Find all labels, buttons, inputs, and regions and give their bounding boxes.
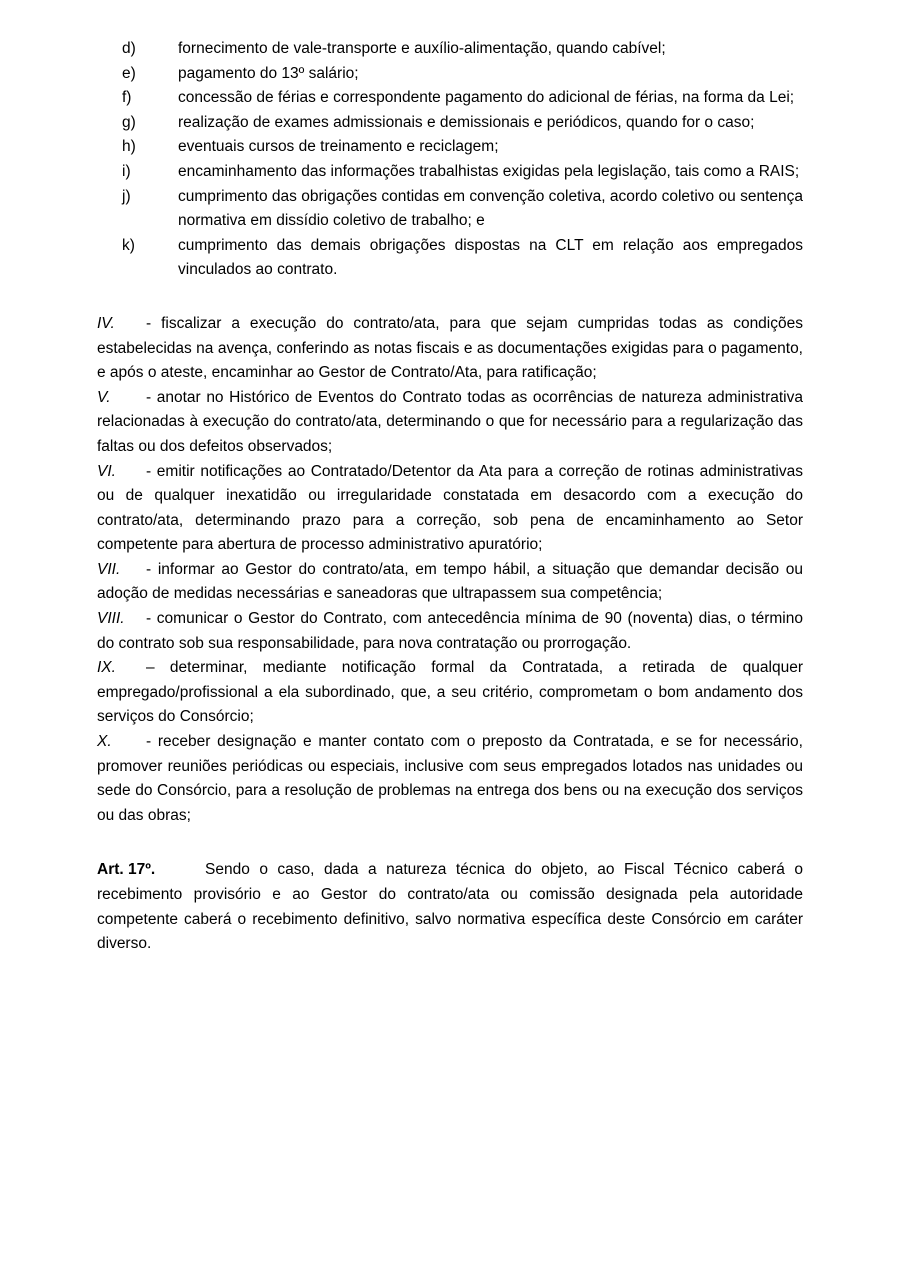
roman-clause-text: - emitir notificações ao Contratado/Detentor da Ata para a correção de rotinas administrativas ou de qualquer inexatidão ou irregularidade constatada em desacordo com a execução do contrato/ata, determinando prazo para a correção, sob pena de encaminhamento ao Setor competente para abertura de processo administrativo apuratório; [97, 462, 803, 554]
roman-numeral: IX. [97, 659, 116, 677]
roman-clause-paragraph [97, 730, 803, 828]
roman-clause-paragraph [97, 386, 803, 460]
list-item [122, 111, 803, 136]
roman-clause-text: - anotar no Histórico de Eventos do Contrato todas as ocorrências de natureza administrativa relacionadas à execução do contrato/ata, determinando o que for necessário para a regularização das faltas ou dos defeitos observados; [97, 388, 803, 455]
roman-clauses-section [97, 312, 803, 828]
list-item-text: encaminhamento das informações trabalhistas exigidas pela legislação, tais como a RAIS; [178, 162, 800, 180]
list-item [122, 160, 803, 185]
list-item [122, 135, 803, 160]
roman-numeral: VI. [97, 462, 116, 480]
roman-clause-paragraph [97, 312, 803, 386]
list-item-text: pagamento do 13º salário; [178, 64, 359, 82]
list-item-letter: i) [122, 162, 131, 180]
article-label: Art. 17º. [97, 861, 156, 879]
list-item-text: realização de exames admissionais e demissionais e periódicos, quando for o caso; [178, 113, 755, 131]
list-item-text: concessão de férias e correspondente pagamento do adicional de férias, na forma da Lei; [178, 89, 795, 107]
list-item-letter: j) [122, 187, 131, 205]
article-text: Sendo o caso, dada a natureza técnica do objeto, ao Fiscal Técnico caberá o recebimento provisório e ao Gestor do contrato/ata ou comissão designada pela autoridade competente caberá o recebimento definitivo, salvo normativa específica deste Consórcio em caráter diverso. [97, 861, 803, 953]
roman-clause-paragraph [97, 607, 803, 656]
roman-numeral: X. [97, 733, 112, 751]
list-item-letter: d) [122, 40, 136, 57]
roman-clause-text: – determinar, mediante notificação formal da Contratada, a retirada de qualquer empregado/profissional a ela subordinado, que, a seu critério, comprometam o bom andamento dos serviços do Consórcio; [97, 659, 803, 726]
roman-clause-text: - fiscalizar a execução do contrato/ata, para que sejam cumpridas todas as condições estabelecidas na avença, conferindo as notas fiscais e as documentações exigidas para o pagamento, e após o ateste, encaminhar ao Gestor de Contrato/Ata, para ratificação; [97, 314, 803, 382]
list-item-text: cumprimento das demais obrigações dispostas na CLT em relação aos empregados vinculados ao contrato. [178, 236, 803, 279]
list-item [122, 185, 803, 234]
list-item-letter: k) [122, 236, 135, 254]
roman-numeral: IV. [97, 314, 115, 332]
lettered-list [122, 37, 803, 283]
list-item-text: fornecimento de vale-transporte e auxílio-alimentação, quando cabível; [178, 40, 666, 57]
list-item [122, 234, 803, 283]
roman-numeral: V. [97, 388, 111, 406]
list-item-letter: h) [122, 138, 136, 156]
list-item-letter: e) [122, 64, 136, 82]
list-item-letter: f) [122, 89, 132, 107]
roman-numeral: VII. [97, 560, 121, 578]
list-item [122, 86, 803, 111]
article-paragraph [97, 858, 803, 956]
roman-clause-text: - informar ao Gestor do contrato/ata, em tempo hábil, a situação que demandar decisão ou adoção de medidas necessárias e saneadoras que ultrapassem sua competência; [97, 560, 803, 603]
list-item [122, 37, 803, 62]
list-item-text: eventuais cursos de treinamento e reciclagem; [178, 138, 499, 156]
roman-clause-text: - comunicar o Gestor do Contrato, com antecedência mínima de 90 (noventa) dias, o término do contrato sob sua responsabilidade, para nova contratação ou prorrogação. [97, 610, 803, 652]
list-item-letter: g) [122, 113, 136, 131]
roman-clause-paragraph [97, 656, 803, 730]
roman-numeral: VIII. [97, 610, 125, 628]
list-item [122, 62, 803, 87]
roman-clause-text: - receber designação e manter contato com o preposto da Contratada, e se for necessário, promover reuniões periódicas ou especiais, inclusive com seus empregados lotados nas unidades ou sede do Consórcio, para a resolução de problemas na entrega dos bens ou na execução dos serviços ou das obras; [97, 733, 803, 824]
list-item-text: cumprimento das obrigações contidas em convenção coletiva, acordo coletivo ou sentença normativa em dissídio coletivo de trabalho; e [178, 187, 803, 230]
roman-clause-paragraph [97, 460, 803, 558]
roman-clause-paragraph [97, 558, 803, 607]
